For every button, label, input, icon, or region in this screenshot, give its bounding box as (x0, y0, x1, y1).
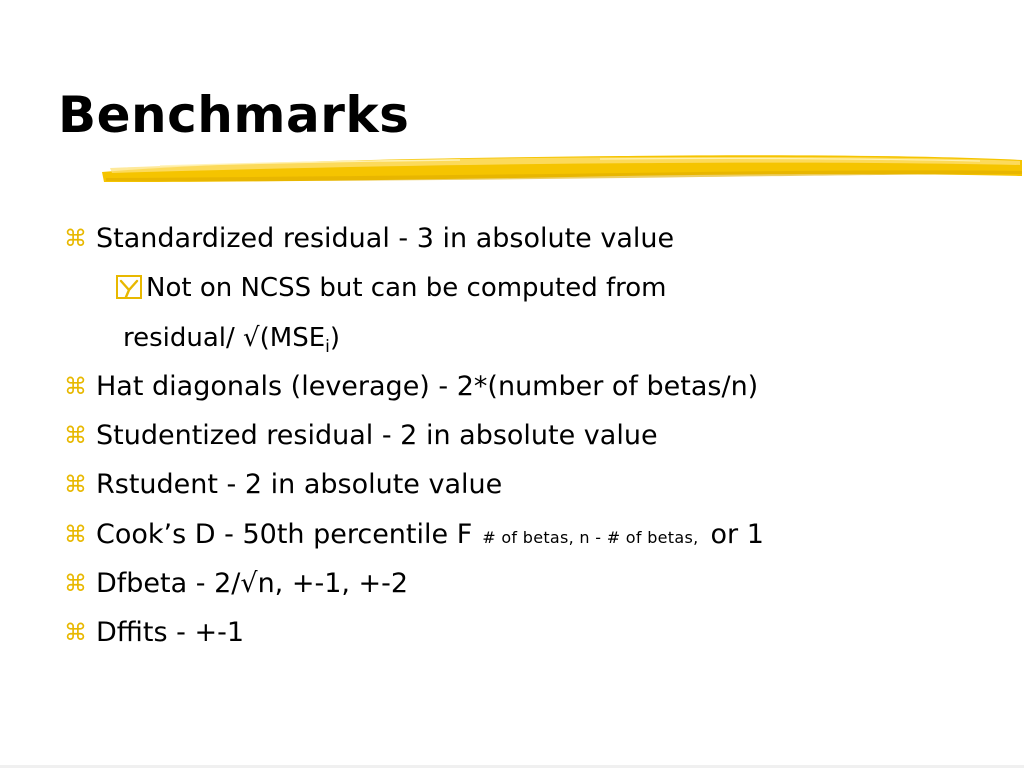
slide-title: Benchmarks (58, 86, 410, 144)
command-bullet-icon: ⌘ (64, 472, 87, 498)
list-item (64, 416, 658, 456)
list-item (64, 367, 758, 407)
list-item-text: Studentized residual - 2 in absolute value (96, 420, 658, 451)
sub-list-item (116, 268, 667, 308)
checkbox-bullet-icon (116, 275, 142, 299)
list-item-text: Standardized residual - 3 in absolute value (96, 223, 675, 254)
command-bullet-icon: ⌘ (64, 620, 87, 646)
command-bullet-icon: ⌘ (64, 423, 87, 449)
continuation-prefix: residual/ √(MSE (123, 323, 326, 353)
f-distribution-subscript: # of betas, n - # of betas, (482, 528, 699, 547)
list-item (64, 515, 764, 555)
continuation-suffix: ) (329, 323, 341, 353)
list-item-suffix: or 1 (710, 519, 764, 550)
list-item (64, 465, 502, 505)
list-item-text: Dfbeta - 2/√n, +-1, +-2 (96, 568, 409, 599)
list-item (64, 564, 408, 604)
command-bullet-icon: ⌘ (64, 522, 87, 548)
mse-subscript: i (325, 337, 330, 357)
command-bullet-icon: ⌘ (64, 374, 87, 400)
list-item-text: Hat diagonals (leverage) - 2*(number of betas/n) (96, 371, 759, 402)
sub-item-text: Not on NCSS but can be computed from (146, 273, 667, 303)
sub-item-continuation (123, 318, 340, 358)
list-item-text: Rstudent - 2 in absolute value (96, 469, 503, 500)
command-bullet-icon: ⌘ (64, 226, 87, 252)
list-item (64, 613, 244, 653)
list-item (64, 219, 674, 259)
command-bullet-icon: ⌘ (64, 571, 87, 597)
list-item-text: Cook’s D - 50th percentile F (96, 519, 473, 550)
list-item-text: Dffits - +-1 (96, 617, 244, 648)
